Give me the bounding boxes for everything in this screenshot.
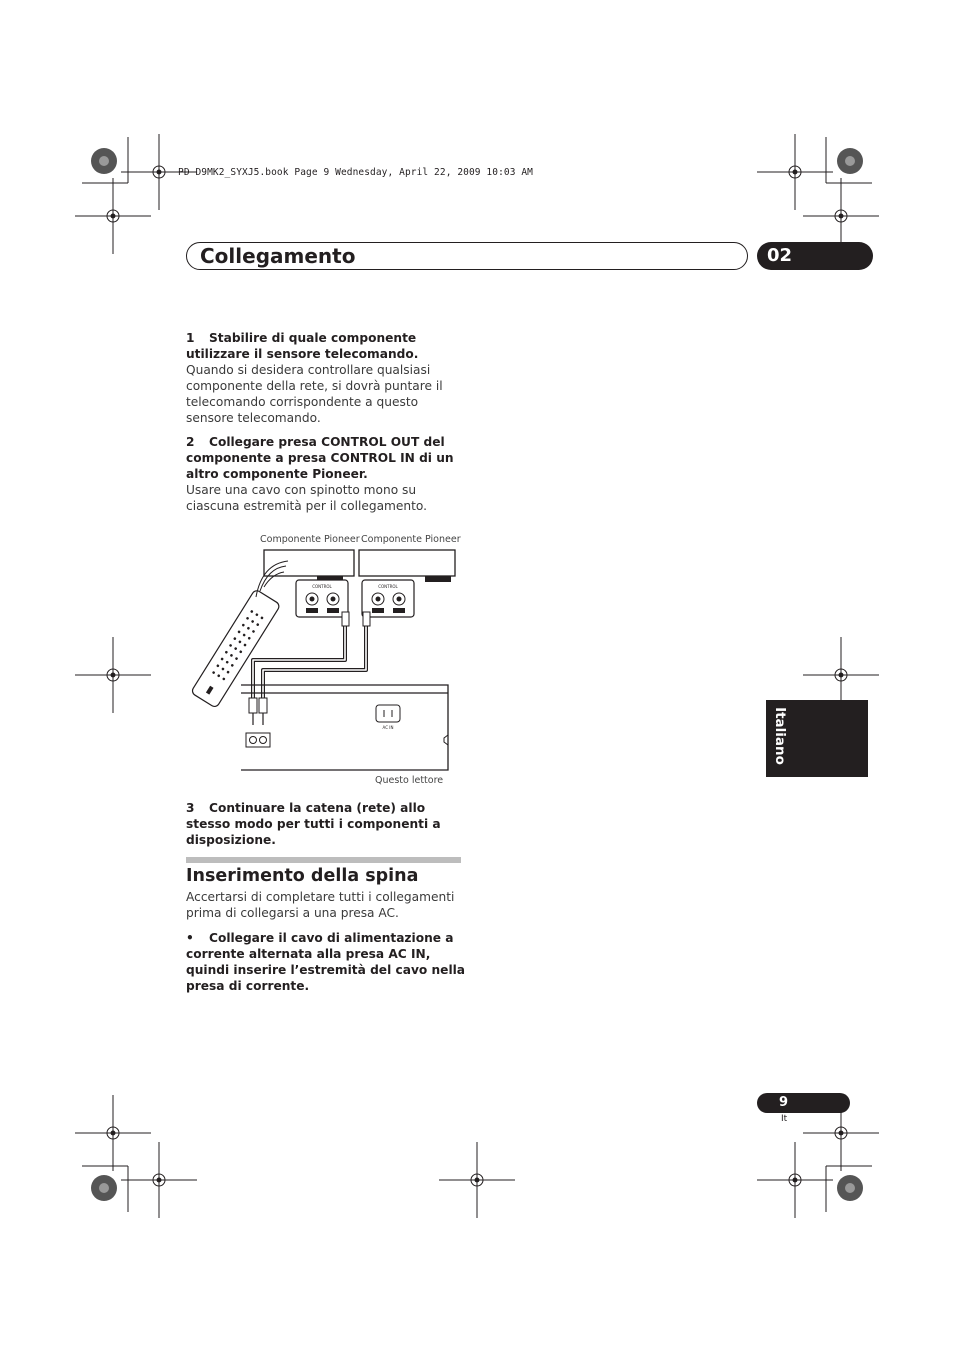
- label-component-right: Componente Pioneer: [361, 534, 461, 545]
- control-label-right: CONTROL: [378, 584, 398, 589]
- step-body: Usare una cavo con spinotto mono su ciascuna estremità per il collegamento.: [186, 483, 428, 513]
- step-body: Quando si desidera controllare qualsiasi componente della rete, si dovrà puntare il telecomando corrispondente a questo sensore telecomando.: [186, 363, 443, 425]
- step-heading: Collegare presa CONTROL OUT del componente a presa CONTROL IN di un altro componente Pioneer.: [186, 435, 454, 481]
- chapter-number: 02: [757, 242, 873, 270]
- step-heading: Stabilire di quale componente utilizzare il sensore telecomando.: [186, 331, 419, 361]
- section-intro: Accertarsi di completare tutti i collegamenti prima di collegarsi a una presa AC.: [186, 890, 455, 920]
- component-right-box: [359, 550, 455, 576]
- step-number: 3: [186, 801, 195, 815]
- language-tab-label-wrap: [770, 706, 790, 770]
- cable-2: [263, 625, 366, 700]
- step-number: 1: [186, 331, 195, 345]
- ir-waves: [256, 561, 288, 597]
- control-label-left: CONTROL: [312, 584, 332, 589]
- page-title: Collegamento: [200, 244, 356, 268]
- step-3: [186, 800, 466, 848]
- cable-1: [253, 625, 345, 700]
- step-heading: Continuare la catena (rete) allo stesso modo per tutti i componenti a disposizione.: [186, 801, 441, 847]
- language-tab-label: Italiano: [772, 707, 788, 765]
- label-this-player: Questo lettore: [375, 775, 444, 786]
- ac-in-label: AC IN: [382, 725, 394, 730]
- label-component-left: Componente Pioneer: [260, 534, 360, 545]
- bullet-text: Collegare il cavo di alimentazione a corrente alternata alla presa AC IN, quindi inserire l’estremità del cavo nella presa di corrente.: [186, 931, 466, 993]
- page-language: It: [781, 1114, 788, 1124]
- print-info-line: PD-D9MK2_SYXJ5.book Page 9 Wednesday, April 22, 2009 10:03 AM: [178, 167, 533, 178]
- page-number: 9: [757, 1093, 850, 1113]
- ac-in-socket: [376, 705, 400, 722]
- bullet-mark: •: [186, 931, 194, 945]
- player-body: [241, 685, 448, 770]
- section-rule: [186, 857, 461, 863]
- component-left-box: [264, 550, 354, 576]
- remote-control: [191, 589, 281, 708]
- section-title: Inserimento della spina: [186, 866, 419, 886]
- step-number: 2: [186, 435, 195, 449]
- section-bullet: [186, 930, 466, 994]
